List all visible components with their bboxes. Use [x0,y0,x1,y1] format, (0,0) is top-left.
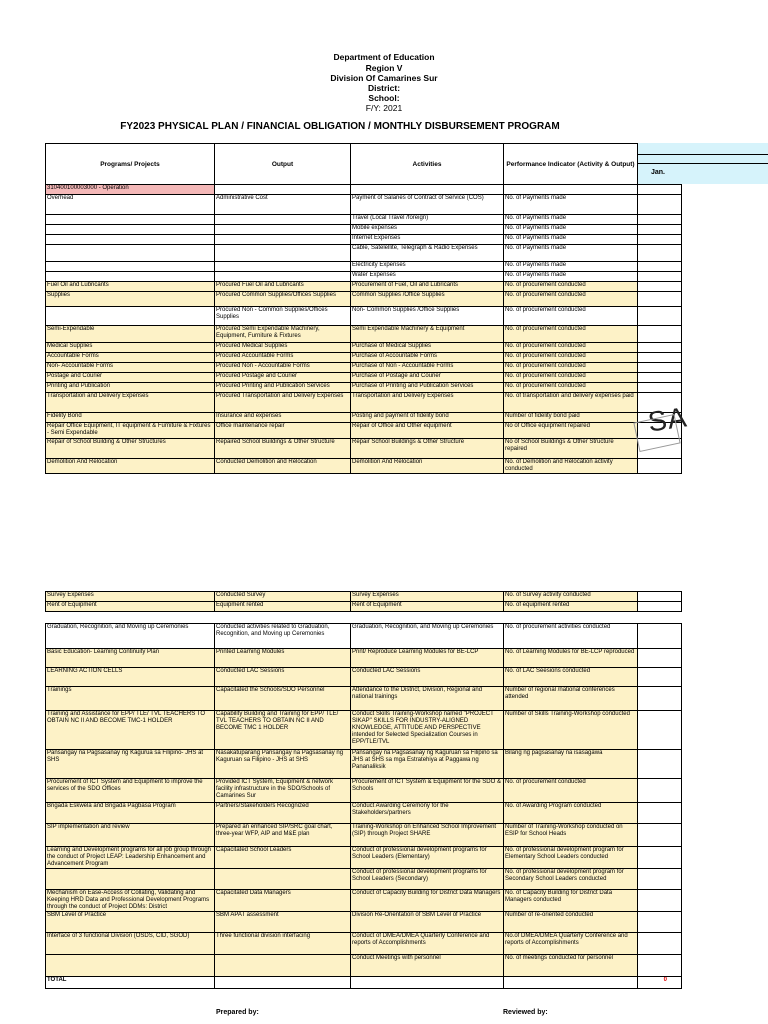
output-cell [215,955,351,977]
indicator-cell: No of School Buildings & Other Structure repaired [504,439,638,459]
indicator-cell: No. of professional development program for Secondary School Leaders conducted [504,869,638,890]
program-cell: Overhead [46,195,215,215]
jan-cell [638,373,682,383]
activity-cell: Electricity Expenses [351,262,504,272]
jan-cell [638,363,682,373]
output-cell: Capacitated the Schools/SDO Personnel [215,687,351,711]
activity-cell: Mobile expenses [351,225,504,235]
dept-name: Department of Education [333,52,435,62]
output-cell: Procured Non - Common Supplies/Offices Supplies [215,307,351,326]
program-cell: Postage and Courier [46,373,215,383]
indicator-cell: No. of procurement conducted [504,326,638,343]
indicator-cell: No. of Demolition and Relocation activity conducted [504,459,638,474]
jan-cell [638,592,682,602]
program-cell: Survey Expenses [46,592,215,602]
table-row [46,272,682,282]
program-cell: Transportation and Delivery Expenses [46,393,215,413]
output-cell: Office maintenance repair [215,423,351,439]
program-cell [46,245,215,262]
indicator-cell: No. of procurement activities conducted [504,624,638,649]
indicator-cell: No. of transportation and delivery expenses paid [504,393,638,413]
total-value: 0 [638,977,682,989]
output-cell: Procured Common Supplies/Offices Supplies [215,292,351,307]
activity-cell: Transportation and Delivery Expenses [351,393,504,413]
jan-cell [638,912,682,933]
output-cell: Capability Building and Training for EPP/ TLE/ TVL TEACHERS TO OBTAIN NC II AND BECOME TMC 1 HOLDER [215,711,351,750]
program-cell: Learning and Development programs for all job group through the conduct of Project LEAP: Leadership Enhancement and Advancement Program [46,847,215,869]
indicator-cell [504,185,638,195]
indicator-cell: No. of Survey activity conducted [504,592,638,602]
output-cell: Prepared an enhanced SIP/SRC goal chart, three-year WFP, AIP and M&E plan [215,824,351,847]
indicator-cell: No. of procurement conducted [504,363,638,373]
reviewed-by: Reviewed by: [503,1009,548,1016]
jan-cell [638,235,682,245]
region: Region V [365,63,403,73]
activity-cell: Conduct of DMEA/DMEA Quarterly Conference and reports of Accomplishments [351,933,504,955]
table-row [46,602,682,612]
indicator-cell: Number of Skills Training-Workshop conducted [504,711,638,750]
plan-table-expenses [45,591,682,612]
program-cell: Printing and Publication [46,383,215,393]
table-row [46,687,682,711]
table-row [46,225,682,235]
activity-cell: Purchase of Printing and Publication Services [351,383,504,393]
program-cell: LEARNING ACTION CELLS [46,668,215,687]
program-cell: Accountable Forms [46,353,215,363]
program-cell: Interface of 3 functional Division (OSDS, CID, SGOD) [46,933,215,955]
output-cell: Procured Printing and Publication Services [215,383,351,393]
table-row [46,824,682,847]
indicator-cell: No. of Payments made [504,262,638,272]
program-cell: Repair Office Equipment, IT equipment & Furniture & Fixtures - Semi Expendable [46,423,215,439]
output-cell: SBM APAT assessment [215,912,351,933]
col-output: Output [215,144,351,185]
indicator-cell: No. of Awarding Program conducted [504,803,638,824]
jan-cell [638,262,682,272]
program-cell: Mechanism on Ease-Access of Collating, Validating and Keeping HRD Data and Professional Development Programs through the conduct of Project DDMs: District [46,890,215,912]
program-cell: Basic Education- Learning Continuity Plan [46,649,215,668]
program-cell: Procurement of ICT System and Equipment to improve the services of the SDO Offices [46,779,215,803]
table-row [46,847,682,869]
activity-cell: Training-Workshop on Enhanced School Improvement (SIP) through Project SHARE [351,824,504,847]
indicator-cell: No. of Payments made [504,272,638,282]
indicator-cell: No. of procurement conducted [504,779,638,803]
output-cell: Procured Semi Expendable Machinery, Equipment, Furniture & Fixtures [215,326,351,343]
indicator-cell: No. of LAC Seesions conducted [504,668,638,687]
indicator-cell: No.of DMEA/DMEA Quarterly Conference and reports of Accomplishments [504,933,638,955]
jan-cell [638,383,682,393]
table-row [46,750,682,779]
jan-cell [638,869,682,890]
table-row [46,413,682,423]
program-cell: Demolition And Relocation [46,459,215,474]
program-cell [46,225,215,235]
program-cell [46,262,215,272]
table-row [46,912,682,933]
jan-cell [638,847,682,869]
indicator-cell: Number of Training-Workshop conducted on ESIP for School Heads [504,824,638,847]
activity-cell: Payment of Salaries of Contract of Service (COS) [351,195,504,215]
output-cell [215,235,351,245]
output-cell [215,262,351,272]
table-row [46,262,682,272]
program-cell: Fuel Oil and Lubricants [46,282,215,292]
output-cell [215,215,351,225]
program-cell: Graduation, Recognition, and Moving up Ceremonies [46,624,215,649]
program-cell: Rent of Equipment [46,602,215,612]
jan-cell [638,245,682,262]
output-cell: Provided ICT System, Equipment & network facility infrastructure in the SDO/Schools of Camarines Sur [215,779,351,803]
activity-cell: Internet Expenses [351,235,504,245]
activity-cell: Purchase of Non - Accountable Forms [351,363,504,373]
indicator-cell: No. of equipment rented [504,602,638,612]
document-title: FY2023 PHYSICAL PLAN / FINANCIAL OBLIGATION / MONTHLY DISBURSEMENT PROGRAM [120,121,560,132]
table-row [46,649,682,668]
activity-cell: Purchase of Accountable Forms [351,353,504,363]
program-cell: Training and Assistance for EPP/ TLE/ TVL TEACHERS TO OBTAIN NC II AND BECOME TMC-1 HOLDER [46,711,215,750]
program-cell: Semi-Expendable [46,326,215,343]
activity-cell: Purchase of Medical Supplies [351,343,504,353]
indicator-cell: No. of Payments made [504,195,638,215]
program-cell [46,955,215,977]
indicator-cell: No. of Payments made [504,225,638,235]
jan-cell [638,890,682,912]
output-cell: Capacitated School Leaders [215,847,351,869]
jan-cell [638,282,682,292]
indicator-cell: No. of procurement conducted [504,353,638,363]
indicator-cell: No of Office equipment repaired [504,423,638,439]
program-cell: Brigada Eskwela and Brigada Pagbasa Program [46,803,215,824]
program-cell: SBM Level of Practice [46,912,215,933]
jan-cell [638,459,682,474]
output-cell: Conducted LAC Sessions [215,668,351,687]
activity-cell: Attendance to the District, Division, Regional and national trainings [351,687,504,711]
output-cell [215,185,351,195]
jan-cell [638,668,682,687]
indicator-cell: No. of Learning Modules for BE-LCP reproduced [504,649,638,668]
program-cell: Repair of School Building & Other Structures [46,439,215,459]
table-row [46,668,682,687]
jan-cell [638,185,682,195]
indicator-cell: Number of re-oriented conducted [504,912,638,933]
jan-cell [638,195,682,215]
table-row [46,215,682,225]
program-cell [46,272,215,282]
jan-cell [638,750,682,779]
table-row [46,235,682,245]
activity-cell: Repair of Office and Other equipment [351,423,504,439]
output-cell: Partners/Stakeholders Recognized [215,803,351,824]
table-row [46,282,682,292]
activity-cell: Non- Common Supplies /Office Supplies [351,307,504,326]
sample-stamp: SA [645,401,690,438]
table-row [46,459,682,474]
prepared-by: Prepared by: [216,1009,259,1016]
indicator-cell: No. of procurement conducted [504,282,638,292]
activity-cell: Conduct of professional development programs for School Leaders (Elementary) [351,847,504,869]
jan-cell [638,602,682,612]
jan-cell [638,326,682,343]
activity-cell: Print/ Reproduce Learning Modules for BE-LCP [351,649,504,668]
output-cell: Printed Learning Modules [215,649,351,668]
indicator-cell: No. of procurement conducted [504,343,638,353]
indicator-cell: No. of professional development program for Elementary School Leaders conducted [504,847,638,869]
col-activities: Activities [351,144,504,185]
activity-cell: Conducted LAC Sessions [351,668,504,687]
table-row [46,383,682,393]
activity-cell: Demolition And Relocation [351,459,504,474]
output-cell: Procured Non - Accountable Forms [215,363,351,373]
jan-cell [638,779,682,803]
document-header [0,52,768,113]
table-row [46,890,682,912]
output-cell: Conducted Survey [215,592,351,602]
jan-cell [638,343,682,353]
indicator-cell: No. of procurement conducted [504,383,638,393]
jan-cell [638,272,682,282]
col-programs: Programs/ Projects [46,144,215,185]
activity-cell: Conduct Awarding Ceremony for the Stakeholders/partners [351,803,504,824]
indicator-cell: Bilang ng pagsasanay na isasagawa [504,750,638,779]
output-cell [215,225,351,235]
activity-cell [351,185,504,195]
table-row [46,185,682,195]
output-cell [215,869,351,890]
output-cell: Insurance and expenses [215,413,351,423]
activity-cell: Purchase of Postage and Courier [351,373,504,383]
program-cell: Trainings [46,687,215,711]
output-cell: Procured Fuel Oil and Lubricants [215,282,351,292]
indicator-cell: No. of procurement conducted [504,373,638,383]
district: District: [367,83,401,93]
fiscal-year: F/Y: 2021 [365,103,403,113]
output-cell: Equipment rented [215,602,351,612]
indicator-cell: No. of Payments made [504,245,638,262]
table-row [46,292,682,307]
jan-cell [638,649,682,668]
table-row [46,326,682,343]
activity-cell: Posting and payment of fidelity bond [351,413,504,423]
program-cell: Medical Supplies [46,343,215,353]
indicator-cell: No. of meetings conducted for personnel [504,955,638,977]
jan-cell [638,711,682,750]
indicator-cell: Number of regional /national conferences attended [504,687,638,711]
activity-cell: Graduation, Recognition, and Moving up Ceremonies [351,624,504,649]
table-row [46,307,682,326]
activity-cell: Pansangay na Pagsasanay ng Kaguruan sa Filipino sa JHS at SHS sa mga Estratehiya at Paggawa ng Pananaliksik [351,750,504,779]
indicator-cell: No. of Payments made [504,215,638,225]
output-cell: Repaired School Buildings & Other Structure [215,439,351,459]
output-cell [215,245,351,262]
plan-table-main [45,143,682,474]
jan-cell [638,824,682,847]
table-row [46,933,682,955]
program-cell: SIP implementation and review [46,824,215,847]
plan-table-programs [45,623,682,989]
jan-cell [638,225,682,235]
table-row [46,869,682,890]
activity-cell: Survey Expenses [351,592,504,602]
activity-cell: Repair School Buildings & Other Structure [351,439,504,459]
program-cell [46,869,215,890]
activity-cell: Water Expenses [351,272,504,282]
activity-cell: Semi Expendable Machinery & Equipment [351,326,504,343]
division: Division Of Camarines Sur [330,73,438,83]
table-row [46,803,682,824]
activity-cell: Conduct Meetings with personnel [351,955,504,977]
activity-cell: Common Supplies /Office Supplies [351,292,504,307]
jan-cell [638,292,682,307]
activity-cell: Travel (Local Travel /foreign) [351,215,504,225]
table-row [46,393,682,413]
table-row [46,373,682,383]
program-cell: 310400100003000 - Operation [46,185,215,195]
table-row [46,779,682,803]
jan-cell [638,955,682,977]
table-row [46,592,682,602]
program-cell: Non- Accountable Forms [46,363,215,373]
indicator-cell: Number of fidelity bond paid [504,413,638,423]
table-row [46,439,682,459]
output-cell: Conducted activities related to Graduation, Recognition, and Moving up Ceremonies [215,624,351,649]
output-cell: Nasakatuparang Pansangay na Pagsasanay ng Kaguruan sa Filipino - JHS at SHS [215,750,351,779]
table-row [46,195,682,215]
col-jan [638,144,682,185]
activity-cell: Conduct of Capacity Building for District Data Managers [351,890,504,912]
jan-cell [638,803,682,824]
indicator-cell: No. of procurement conducted [504,307,638,326]
jan-cell [638,624,682,649]
program-cell [46,307,215,326]
activity-cell: Conduct Skills Training-Workshop named "PROJECT SIKAP" SKILLS FOR INDUSTRY-ALIGNED KNOWLEDGE, ATTITUDE AND PERSPECTIVE intended for Selected Specialization Courses in EPP/TLE/TVL [351,711,504,750]
program-cell: Fidelity Bond [46,413,215,423]
table-row [46,353,682,363]
activity-cell: Rent of Equipment [351,602,504,612]
table-row [46,343,682,353]
output-cell: Procured Postage and Courier [215,373,351,383]
output-cell: Capacitated Data Managers [215,890,351,912]
activity-cell: Procurement of Fuel, Oil and Lubricants [351,282,504,292]
output-cell: Procured Transportation and Delivery Expenses [215,393,351,413]
table-row [46,423,682,439]
output-cell: Procured Accountable Forms [215,353,351,363]
output-cell: Procured Medical Supplies [215,343,351,353]
jan-cell [638,307,682,326]
table-row [46,624,682,649]
activity-cell: Division Re-Orientation of SBM Level of Practice [351,912,504,933]
indicator-cell: No. of procurement conducted [504,292,638,307]
total-label: TOTAL [46,977,215,989]
activity-cell: Procurement of ICT System & Equipment for the SDO & Schools [351,779,504,803]
output-cell [215,272,351,282]
table-row [46,363,682,373]
jan-label: Jan. [651,169,666,176]
activity-cell: Cable, Satelellite, Telegraph & Radio Expenses [351,245,504,262]
program-cell: Supplies [46,292,215,307]
program-cell [46,215,215,225]
output-cell: Three functional division interfacing [215,933,351,955]
program-cell: Pansangay na Pagsasanay ng Kagurua sa Filipino- JHS at SHS [46,750,215,779]
table-row [46,245,682,262]
activity-cell: Conduct of professional development programs for School Leaders (Secondary) [351,869,504,890]
jan-cell [638,687,682,711]
output-cell: Administrative Cost [215,195,351,215]
jan-cell [638,933,682,955]
table-row [46,955,682,977]
indicator-cell: No. of Capacity Building for District Data Managers conducted [504,890,638,912]
table-row [46,711,682,750]
output-cell: Conducted Demolition and Relocation [215,459,351,474]
jan-cell [638,353,682,363]
program-cell [46,235,215,245]
school: School: [368,93,400,103]
indicator-cell: No. of Payments made [504,235,638,245]
jan-cell [638,215,682,225]
col-indicator: Performance Indicator (Activity & Output) [504,144,638,185]
